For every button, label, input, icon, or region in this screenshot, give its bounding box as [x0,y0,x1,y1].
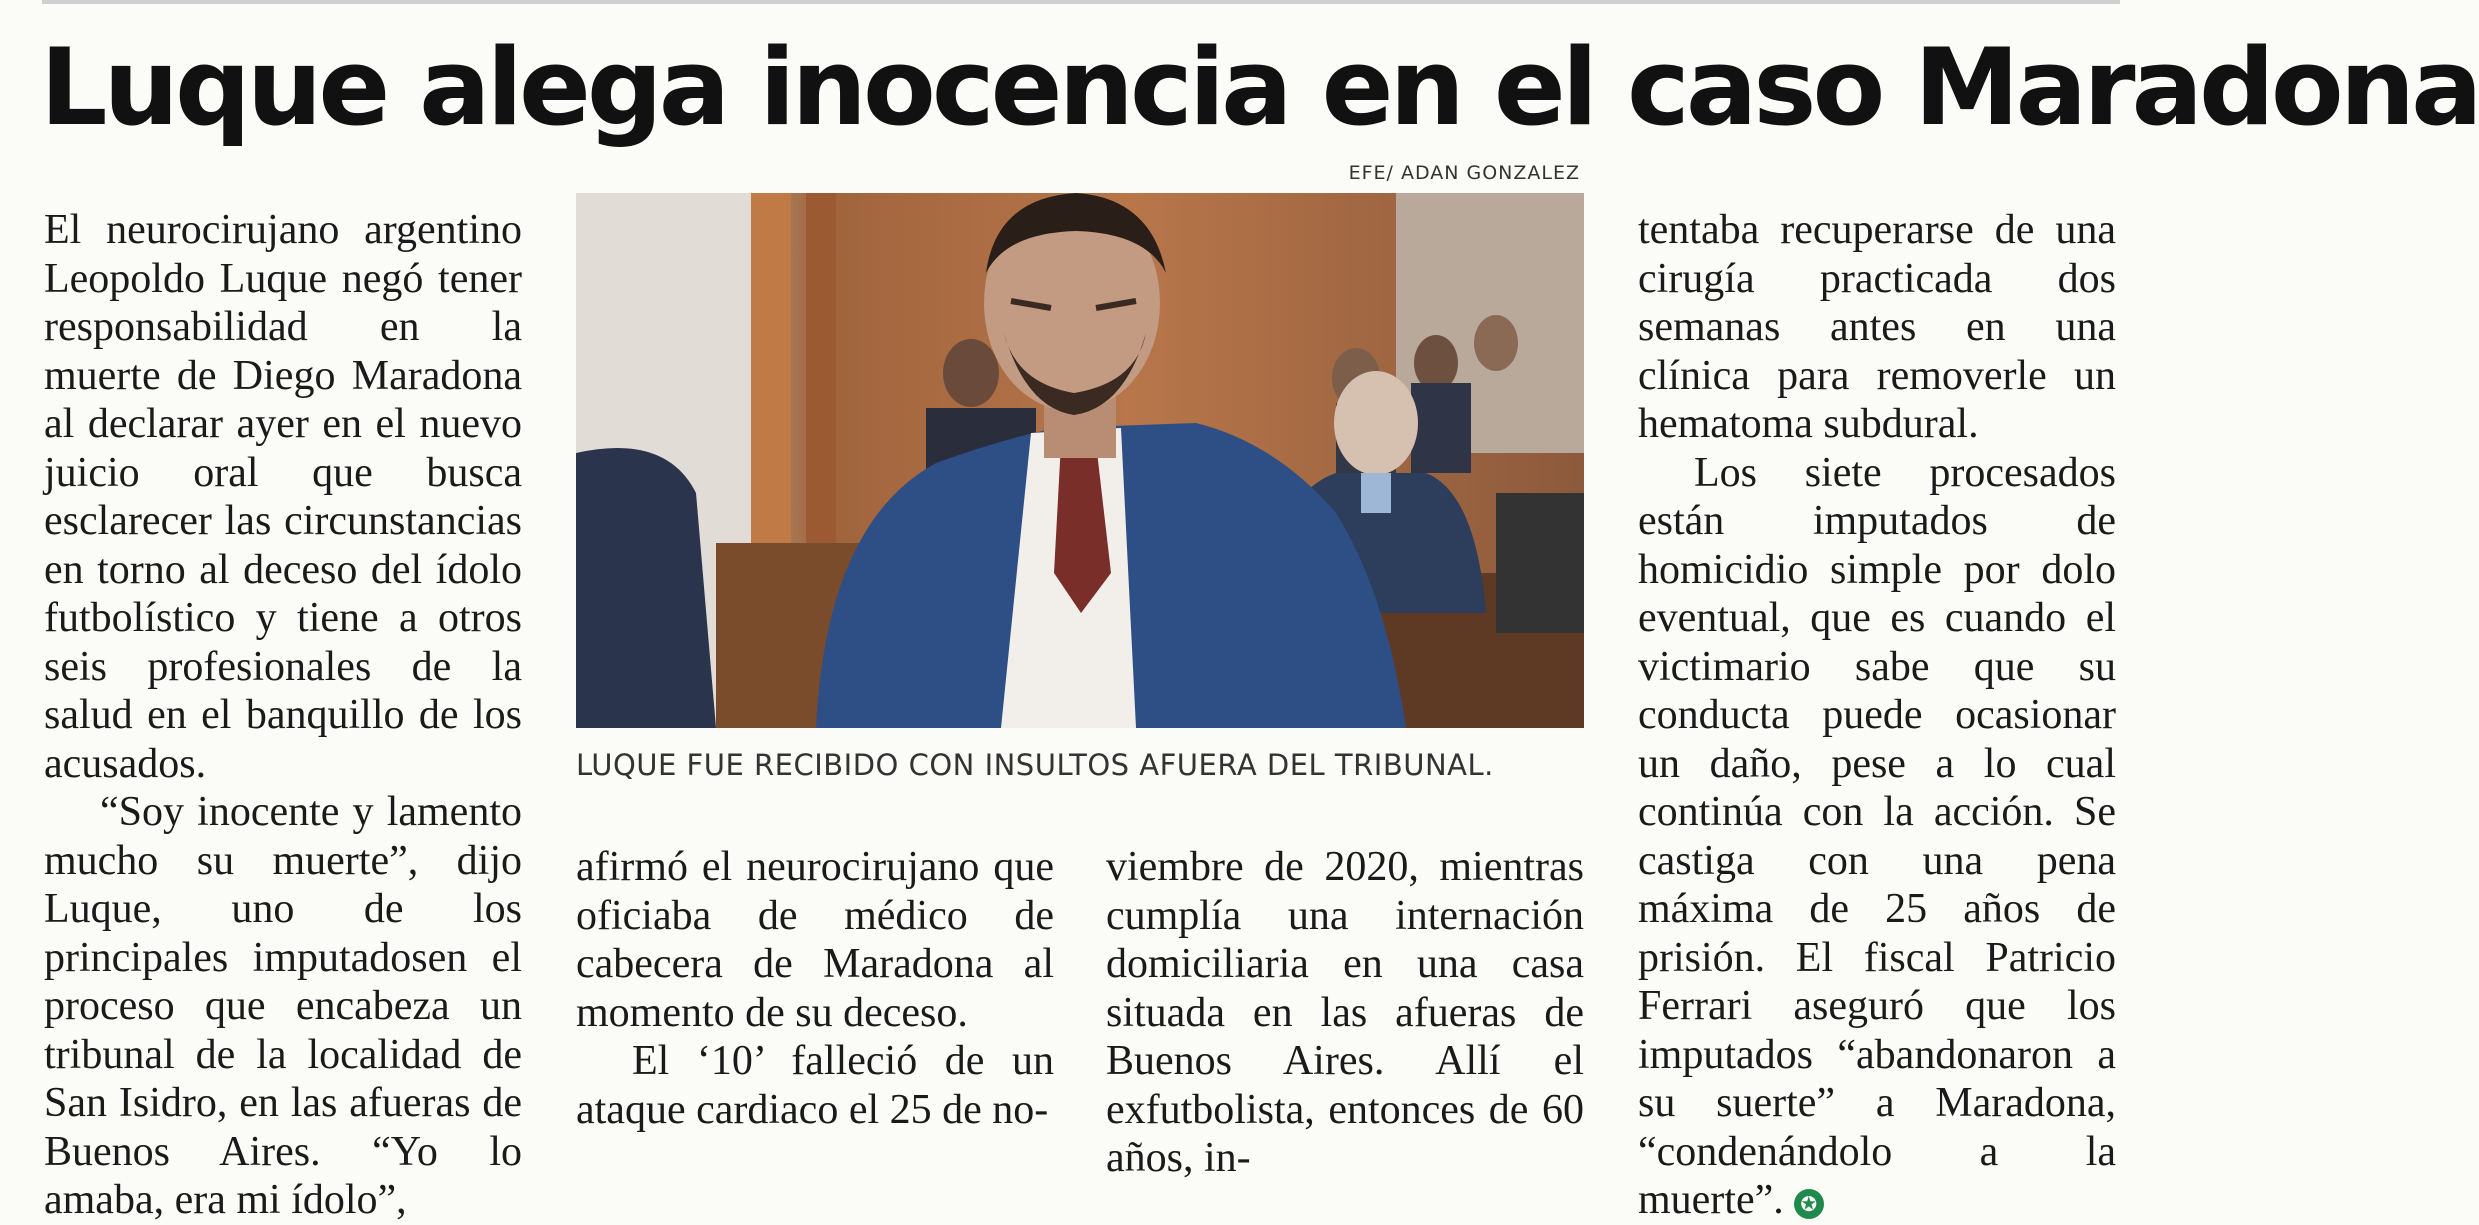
news-photo [576,193,1584,728]
top-rule [42,0,2120,4]
article-column-2 [576,843,1054,1134]
headline: Luque alega inocencia en el caso Maradona [40,26,2479,149]
article-column-3 [1106,843,1584,1183]
paragraph: tentaba recuperarse de una cirugía practicada dos semanas antes en una clínica para removerle un hematoma subdural. [1638,207,2116,447]
article-column-4 [1638,206,2116,1225]
paragraph: “Soy inocente y lamento mucho su muerte”, dijo Luque, uno de los principales imputadosen el proceso que encabeza un tribunal de la localidad de San Isidro, en las afueras de Buenos Aires. “Yo lo amaba, era mi ídolo”, [44,789,522,1223]
paragraph [1638,449,2116,1225]
photo-credit: EFE/ ADAN GONZALEZ [1348,162,1580,184]
paragraph-text: Los siete procesados están imputados de homicidio simple por dolo eventual, que es cuando el victimario sabe que su conducta puede ocasionar un daño, pese a lo cual continúa con la acción. Se castiga con una pena máxima de 25 años de prisión. El fiscal Patricio Ferrari aseguró que los imputados “abandonaron a su suerte” a Maradona, “condenándolo a la muerte”. [1638,449,2116,1223]
paragraph: afirmó el neurocirujano que oficiaba de médico de cabecera de Maradona al momento de su deceso. [576,844,1054,1036]
paragraph: El ‘10’ falleció de un ataque cardiaco el 25 de no- [576,1038,1054,1133]
article-column-1 [44,206,522,1225]
paragraph: viembre de 2020, mientras cumplía una internación domiciliaria en una casa situada en las afueras de Buenos Aires. Allí el exfutbolista, entonces de 60 años, in- [1106,844,1584,1181]
paragraph: El neurocirujano argentino Leopoldo Luque negó tener responsabilidad en la muerte de Diego Maradona al declarar ayer en el nuevo juicio oral que busca esclarecer las circunstancias en torno al deceso del ídolo futbolístico y tiene a otros seis profesionales de la salud en el banquillo de los acusados. [44,207,522,787]
end-mark-icon: ✪ [1794,1189,1824,1219]
photo-caption: LUQUE FUE RECIBIDO CON INSULTOS AFUERA DEL TRIBUNAL. [576,748,1494,782]
